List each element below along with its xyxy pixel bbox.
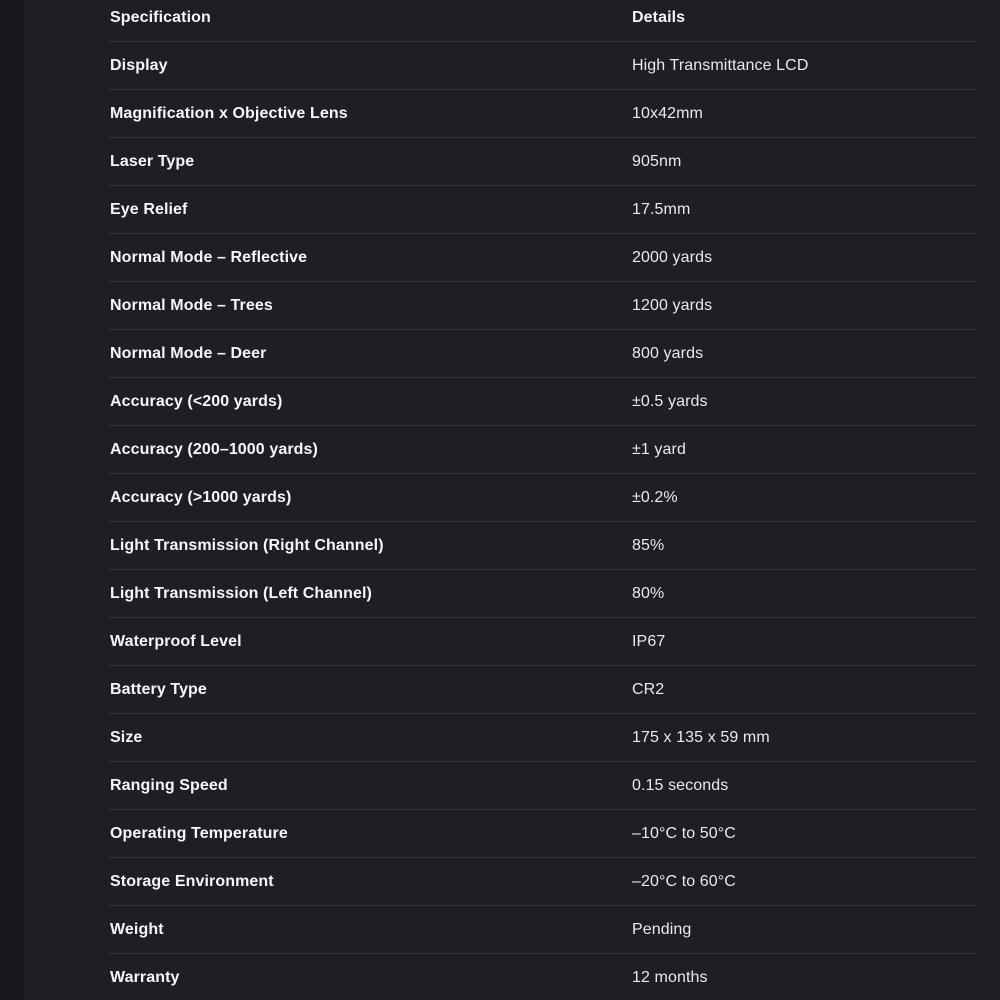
table-header-row: [108, 0, 976, 42]
table-row: [108, 906, 976, 954]
table-row: [108, 426, 976, 474]
spec-label: Waterproof Level: [110, 632, 242, 650]
spec-value: IP67: [632, 632, 666, 650]
spec-value: 2000 yards: [632, 248, 713, 266]
spec-label: Weight: [110, 920, 164, 938]
spec-label: Accuracy (<200 yards): [110, 392, 283, 410]
spec-label: Display: [110, 56, 168, 74]
spec-value: ±0.5 yards: [632, 392, 708, 410]
table-row: [108, 42, 976, 90]
spec-label: Light Transmission (Right Channel): [110, 536, 384, 554]
table-row: [108, 330, 976, 378]
spec-value: ±1 yard: [632, 440, 686, 458]
spec-label: Accuracy (200–1000 yards): [110, 440, 318, 458]
table-row: [108, 522, 976, 570]
left-edge-band: [0, 0, 24, 1000]
spec-value: Pending: [632, 920, 692, 938]
spec-value: 10x42mm: [632, 104, 703, 122]
column-header-specification: Specification: [110, 8, 211, 26]
table-row: [108, 474, 976, 522]
spec-label: Light Transmission (Left Channel): [110, 584, 372, 602]
spec-value: 85%: [632, 536, 665, 554]
spec-value: 17.5mm: [632, 200, 691, 218]
spec-label: Accuracy (>1000 yards): [110, 488, 292, 506]
spec-table: [108, 0, 976, 1000]
spec-label: Normal Mode – Trees: [110, 296, 273, 314]
spec-value: –10°C to 50°C: [632, 824, 736, 842]
spec-value: 175 x 135 x 59 mm: [632, 728, 770, 746]
spec-value: –20°C to 60°C: [632, 872, 736, 890]
table-row: [108, 378, 976, 426]
spec-value: 1200 yards: [632, 296, 713, 314]
spec-value: ±0.2%: [632, 488, 678, 506]
spec-label: Operating Temperature: [110, 824, 288, 842]
table-body: [108, 42, 976, 1000]
table-row: [108, 234, 976, 282]
spec-label: Size: [110, 728, 143, 746]
table-row: [108, 186, 976, 234]
spec-label: Ranging Speed: [110, 776, 228, 794]
column-header-details: Details: [632, 8, 686, 26]
spec-label: Laser Type: [110, 152, 195, 170]
table-row: [108, 858, 976, 906]
spec-value: 80%: [632, 584, 665, 602]
spec-value: 0.15 seconds: [632, 776, 729, 794]
table-row: [108, 762, 976, 810]
table-row: [108, 666, 976, 714]
table-row: [108, 90, 976, 138]
spec-value: High Transmittance LCD: [632, 56, 809, 74]
spec-label: Eye Relief: [110, 200, 188, 218]
spec-label: Normal Mode – Reflective: [110, 248, 308, 266]
spec-value: CR2: [632, 680, 665, 698]
spec-value: 905nm: [632, 152, 682, 170]
spec-label: Magnification x Objective Lens: [110, 104, 348, 122]
table-row: [108, 810, 976, 858]
spec-label: Warranty: [110, 968, 180, 986]
table-row: [108, 282, 976, 330]
spec-label: Storage Environment: [110, 872, 274, 890]
spec-value: 12 months: [632, 968, 708, 986]
spec-value: 800 yards: [632, 344, 704, 362]
spec-label: Normal Mode – Deer: [110, 344, 267, 362]
spec-label: Battery Type: [110, 680, 207, 698]
table-row: [108, 618, 976, 666]
table-row: [108, 954, 976, 1000]
table-row: [108, 138, 976, 186]
table-row: [108, 570, 976, 618]
table-row: [108, 714, 976, 762]
